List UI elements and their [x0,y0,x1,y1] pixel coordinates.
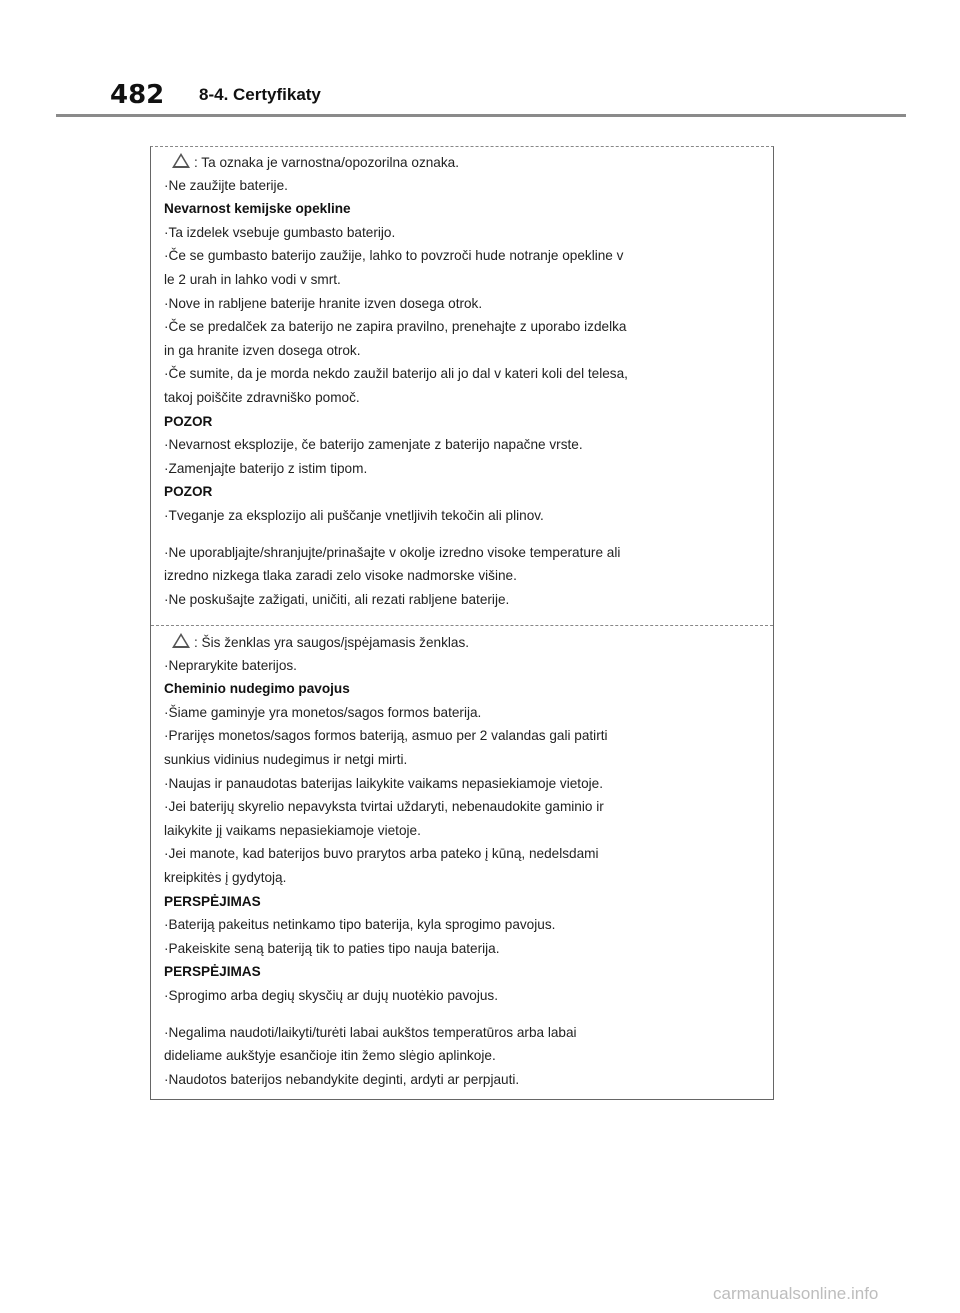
line-text: ·Tveganje za eksplozijo ali puščanje vnetljivih tekočin ali plinov. [164,508,544,523]
text-line [164,247,623,265]
text-line [164,460,367,478]
text-line [164,657,297,675]
line-text: : Ta oznaka je varnostna/opozorilna oznaka. [194,155,459,170]
text-line [164,775,603,793]
text-line [164,224,395,242]
section-heading [164,483,212,501]
line-text: laikykite jį vaikams nepasiekiamoje vietoje. [164,823,421,838]
text-line [164,153,459,172]
section-heading [164,893,261,911]
line-text: POZOR [164,484,213,499]
text-line [164,507,544,525]
line-text: kreipkitės į gydytoją. [164,870,287,885]
line-text: ·Nevarnost eksplozije, če baterijo zamenjate z baterijo napačne vrste. [164,437,583,452]
line-text: PERSPĖJIMAS [164,894,261,909]
text-line [164,987,498,1005]
section-heading [164,963,261,981]
line-text: ·Bateriją pakeitus netinkamo tipo baterija, kyla sprogimo pavojus. [164,917,556,932]
line-text: ·Neprarykite baterijos. [164,658,297,673]
text-line [164,271,341,289]
line-text: ·Ne zaužijte baterije. [164,178,288,193]
text-line [164,822,421,840]
section-heading [164,413,212,431]
line-text: sunkius vidinius nudegimus ir netgi mirti. [164,752,408,767]
line-text: ·Če se predalček za baterijo ne zapira pravilno, prenehajte z uporabo izdelka [164,319,627,334]
line-text: ·Če se gumbasto baterijo zaužije, lahko to povzroči hude notranje opekline v [164,248,624,263]
line-text: Cheminio nudegimo pavojus [164,681,350,696]
line-text: ·Zamenjajte baterijo z istim tipom. [164,461,368,476]
text-line [164,591,509,609]
text-line [164,940,500,958]
text-line [164,727,608,745]
text-line [164,1047,496,1065]
text-line [164,342,360,360]
text-line [164,845,599,863]
line-text: le 2 urah in lahko vodi v smrt. [164,272,341,287]
line-text: izredno nizkega tlaka zaradi zelo visoke nadmorske višine. [164,568,517,583]
page-number: 482 [110,80,165,110]
line-text: POZOR [164,414,213,429]
text-line [164,567,517,585]
line-text: ·Če sumite, da je morda nekdo zaužil baterijo ali jo dal v kateri koli del telesa, [164,366,628,381]
line-text: ·Naujas ir panaudotas baterijas laikykite vaikams nepasiekiamoje vietoje. [164,776,603,791]
text-line [164,389,360,407]
section-title: 8-4. Certyfikaty [199,85,321,104]
language-section-divider [151,625,773,626]
warning-triangle-icon [172,633,190,648]
text-line [164,869,286,887]
section-heading [164,200,351,218]
text-line [164,704,481,722]
line-text: ·Sprogimo arba degių skysčių ar dujų nuotėkio pavojus. [164,988,498,1003]
text-line [164,177,288,195]
watermark: carmanualsonline.info [713,1284,879,1303]
line-text: ·Nove in rabljene baterije hranite izven dosega otrok. [164,296,483,311]
text-line [164,1071,519,1089]
line-text: ·Ne uporabljajte/shranjujte/prinašajte v okolje izredno visoke temperature ali [164,545,621,560]
text-line [164,798,604,816]
text-line [164,436,583,454]
section-heading [164,680,350,698]
header-divider [56,114,906,117]
line-text: PERSPĖJIMAS [164,964,261,979]
line-text: ·Ne poskušajte zažigati, uničiti, ali rezati rabljene baterije. [164,592,510,607]
line-text: ·Ta izdelek vsebuje gumbasto baterijo. [164,225,396,240]
text-line [164,318,626,336]
line-text: : Šis ženklas yra saugos/įspėjamasis ženklas. [194,635,470,650]
text-line [164,365,628,383]
line-text: ·Negalima naudoti/laikyti/turėti labai aukštos temperatūros arba labai [164,1025,577,1040]
text-line [164,633,469,652]
text-line [164,1024,577,1042]
line-text: ·Šiame gaminyje yra monetos/sagos formos baterija. [164,705,482,720]
text-line [164,544,620,562]
warning-triangle-icon [172,153,190,168]
line-text: ·Prarijęs monetos/sagos formos bateriją, asmuo per 2 valandas gali patirti [164,728,608,743]
line-text: Nevarnost kemijske opekline [164,201,351,216]
line-text: takoj poiščite zdravniško pomoč. [164,390,360,405]
line-text: ·Jei manote, kad baterijos buvo prarytos arba pateko į kūną, nedelsdami [164,846,599,861]
line-text: dideliame aukštyje esančioje itin žemo slėgio aplinkoje. [164,1048,496,1063]
text-line [164,751,407,769]
line-text: in ga hranite izven dosega otrok. [164,343,361,358]
line-text: ·Naudotos baterijos nebandykite deginti, ardyti ar perpjauti. [164,1072,520,1087]
line-text: ·Pakeiskite seną bateriją tik to paties tipo nauja baterija. [164,941,500,956]
line-text: ·Jei baterijų skyrelio nepavyksta tvirtai uždaryti, nebenaudokite gaminio ir [164,799,604,814]
text-line [164,295,482,313]
text-line [164,916,555,934]
